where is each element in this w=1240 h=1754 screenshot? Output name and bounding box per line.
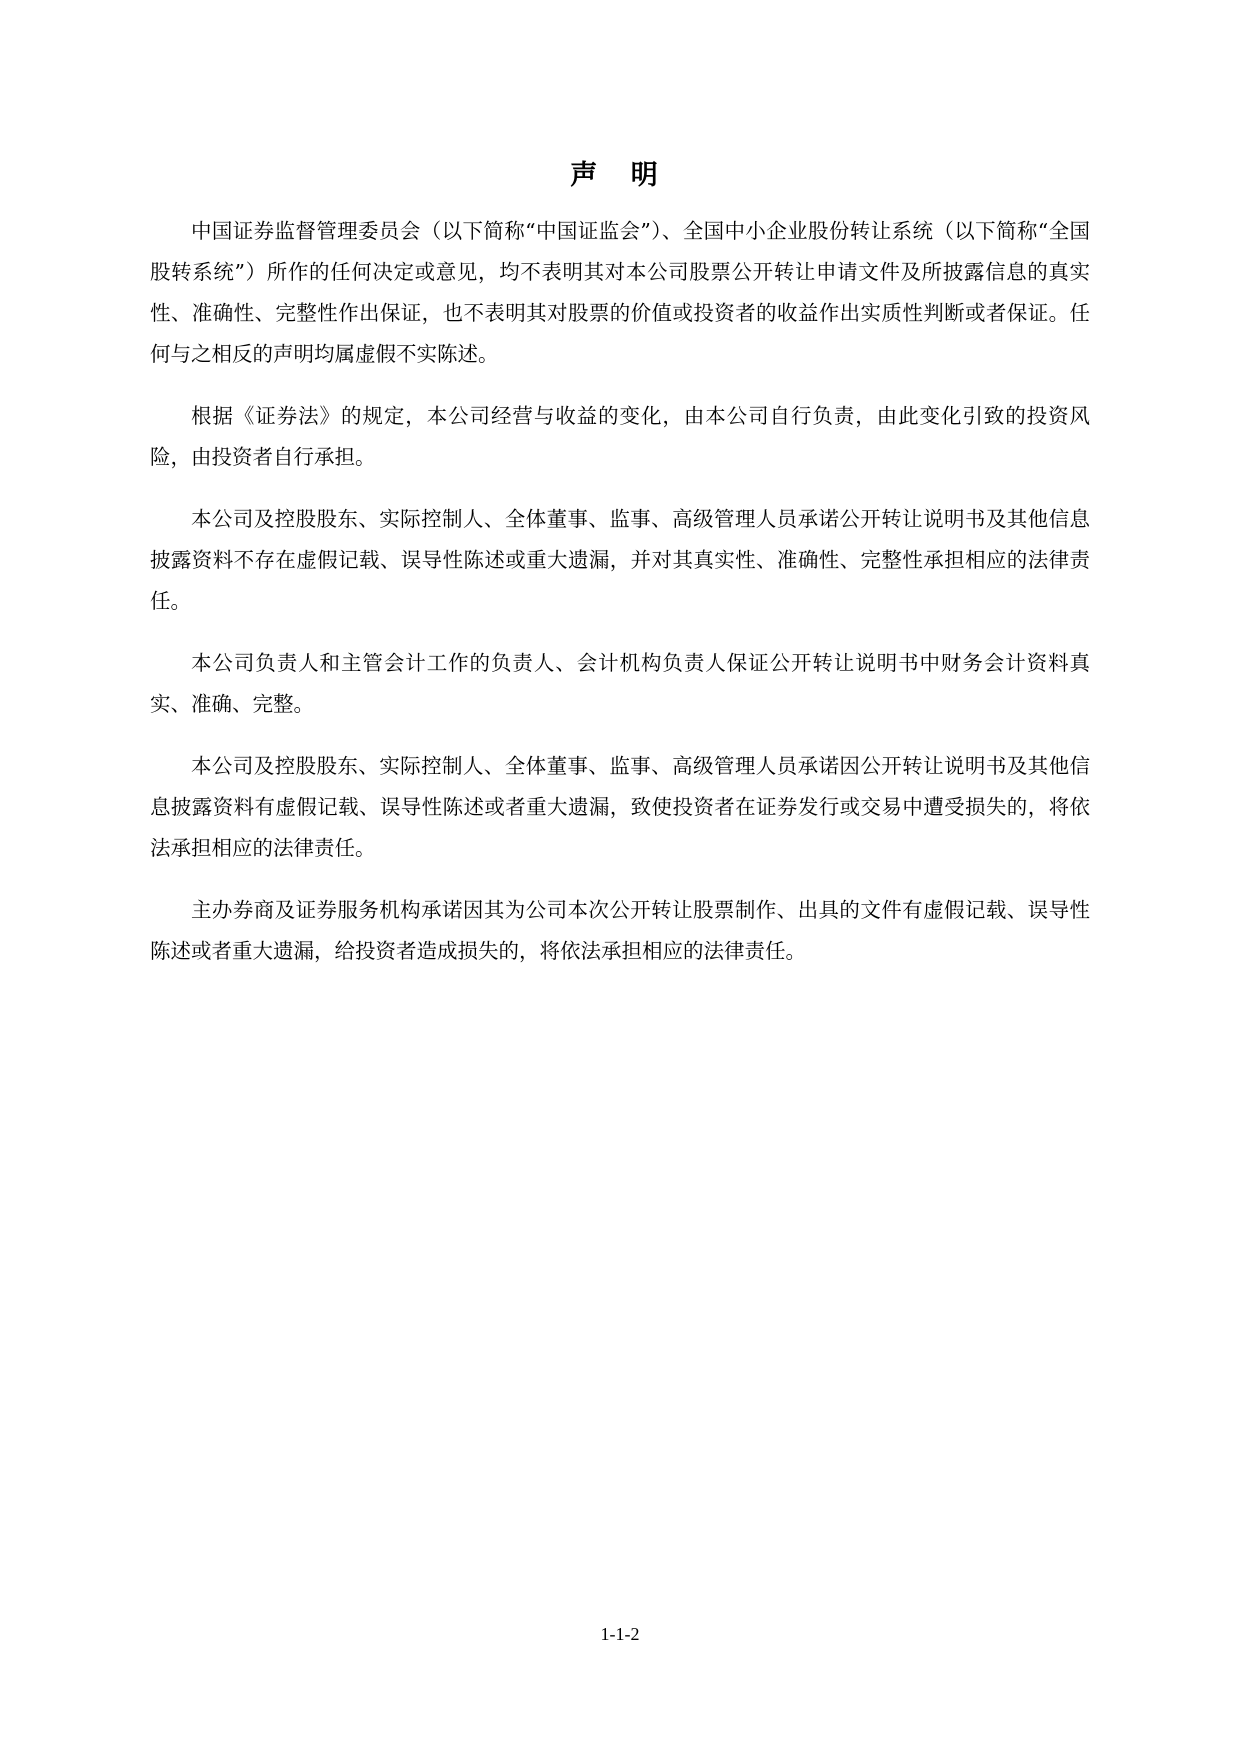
- paragraph-liability-commitment: 本公司及控股股东、实际控制人、全体董事、监事、高级管理人员承诺因公开转让说明书及其他信息披露资料有虚假记载、误导性陈述或者重大遗漏，致使投资者在证券发行或交易中遭受损失的，将依法承担相应的法律责任。: [150, 754, 1090, 860]
- page-number: 1-1-2: [600, 1624, 640, 1644]
- paragraph-csrc-disclaimer: 中国证券监督管理委员会（以下简称“中国证监会”）、全国中小企业股份转让系统（以下简称“全国股转系统”）所作的任何决定或意见，均不表明其对本公司股票公开转让申请文件及所披露信息的真实性、准确性、完整性作出保证，也不表明其对股票的价值或投资者的收益作出实质性判断或者保证。任何与之相反的声明均属虚假不实陈述。: [150, 219, 1090, 366]
- paragraph-financial-accuracy: 本公司负责人和主管会计工作的负责人、会计机构负责人保证公开转让说明书中财务会计资料真实、准确、完整。: [150, 651, 1090, 716]
- declaration-body: [150, 211, 1090, 993]
- page-title: 声 明: [570, 160, 670, 191]
- paragraph-securities-law: 根据《证券法》的规定，本公司经营与收益的变化，由本公司自行负责，由此变化引致的投资风险，由投资者自行承担。: [150, 404, 1090, 469]
- paragraph-broker-commitment: 主办券商及证券服务机构承诺因其为公司本次公开转让股票制作、出具的文件有虚假记载、误导性陈述或者重大遗漏，给投资者造成损失的，将依法承担相应的法律责任。: [150, 898, 1090, 963]
- paragraph-management-commitment: 本公司及控股股东、实际控制人、全体董事、监事、高级管理人员承诺公开转让说明书及其他信息披露资料不存在虚假记载、误导性陈述或重大遗漏，并对其真实性、准确性、完整性承担相应的法律责任。: [150, 507, 1090, 613]
